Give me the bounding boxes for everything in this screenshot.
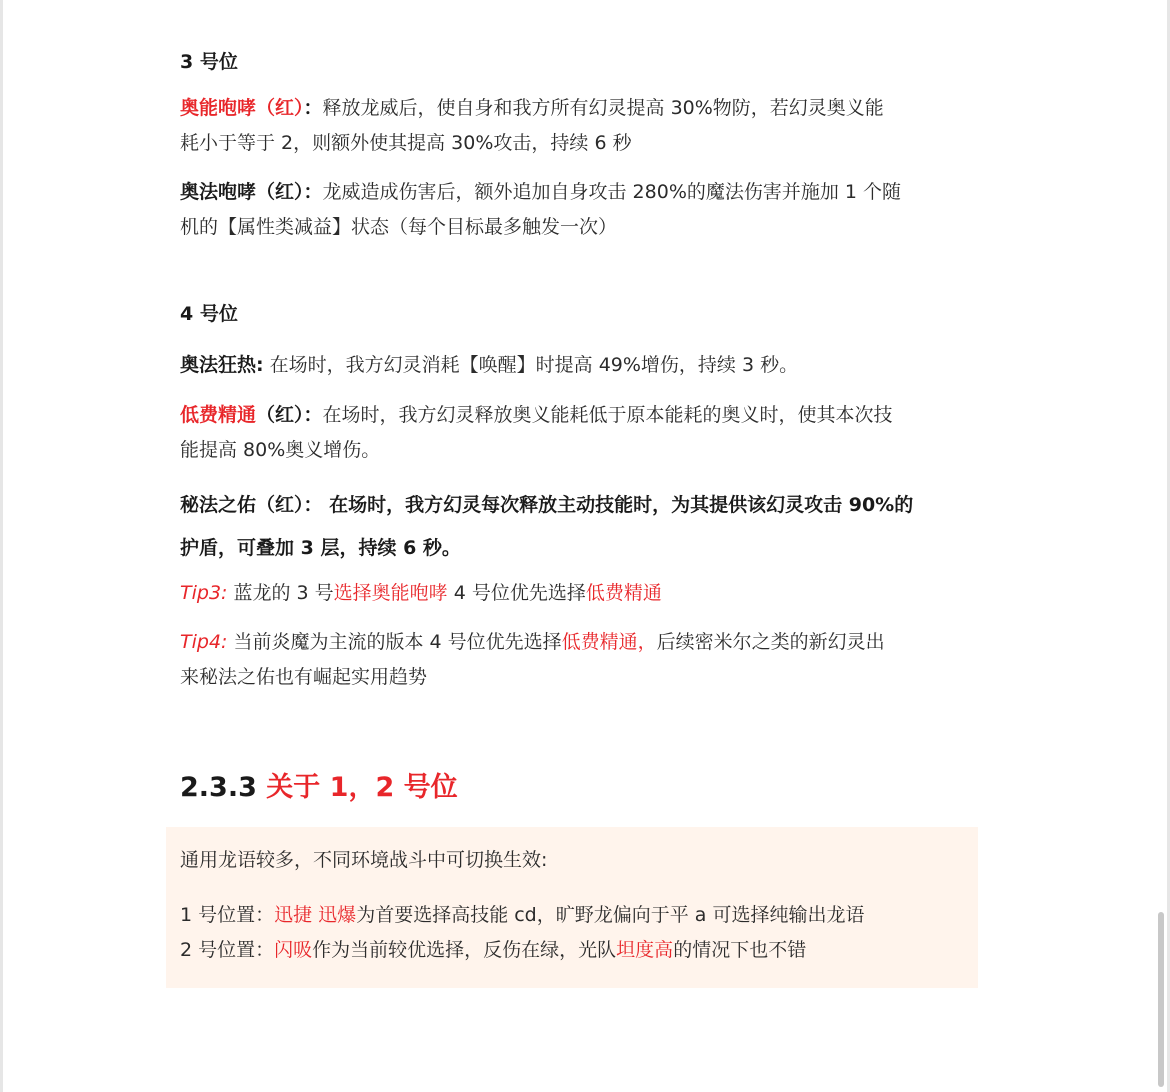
tip4: [180, 625, 1000, 695]
skill-mifa-zhiyou: [180, 484, 1000, 570]
callout-line-position-1: [180, 898, 864, 933]
tip-text: 当前炎魔为主流的版本 4 号位优先选择: [227, 631, 562, 653]
tip-highlight: 选择奥能咆哮: [333, 582, 448, 604]
section-number: 2.3.3: [180, 772, 257, 803]
skill-desc: 龙威造成伤害后，额外追加自身攻击 280%的魔法伤害并施加 1 个随: [322, 181, 902, 203]
tip-text: 后续密米尔之类的新幻灵出: [656, 631, 885, 653]
skill-desc-cont: 护盾，可叠加 3 层，持续 6 秒。: [180, 537, 461, 559]
section-4-heading: [180, 297, 1000, 332]
skill-suffix: （红）：: [256, 404, 323, 426]
tip-highlight: 低费精通，: [561, 631, 657, 653]
section-3-heading: [180, 45, 1000, 80]
callout-box: [166, 827, 978, 988]
skill-name: 低费精通: [180, 404, 257, 426]
vertical-scrollbar[interactable]: [1158, 912, 1164, 1087]
tip-text-cont: 来秘法之佑也有崛起实用趋势: [180, 666, 428, 688]
skill-name: 奥法狂热:: [180, 354, 264, 376]
line-label: 2 号位置：: [180, 939, 275, 961]
tip3: [180, 576, 1000, 611]
skill-desc: 在场时，我方幻灵释放奥义能耗低于原本能耗的奥义时，使其本次技: [322, 404, 893, 426]
skill-difei-jingtong: [180, 398, 1000, 468]
callout-intro: 通用龙语较多，不同环境战斗中可切换生效:: [180, 849, 548, 871]
tip-label: Tip4:: [180, 631, 228, 653]
skill-aofa-kuangre: [180, 348, 1000, 383]
line-text: 为首要选择高技能 cd，旷野龙偏向于平 a 可选择纯输出龙语: [356, 904, 865, 926]
skill-desc: 在场时，我方幻灵每次释放主动技能时，为其提供该幻灵攻击 90%的: [322, 494, 914, 516]
skill-desc-cont: 耗小于等于 2，则额外使其提高 30%攻击，持续 6 秒: [180, 132, 632, 154]
skill-name: 奥法咆哮（红）：: [180, 181, 323, 203]
line-highlight: 闪吸: [274, 939, 313, 961]
position-3-heading: 3 号位: [180, 51, 238, 73]
skill-aoneng-paoxiao: [180, 91, 1000, 161]
section-233-heading: [180, 766, 1000, 810]
line-text: 的情况下也不错: [673, 939, 807, 961]
tip-label: Tip3:: [180, 582, 228, 604]
line-text: 作为当前较优选择，反伤在绿，光队: [312, 939, 617, 961]
tip-highlight: 低费精通: [585, 582, 662, 604]
skill-desc-cont: 机的【属性类减益】状态（每个目标最多触发一次）: [180, 216, 618, 238]
tip-text: 蓝龙的 3 号: [227, 582, 334, 604]
skill-desc: 在场时，我方幻灵消耗【唤醒】时提高 49%增伤，持续 3 秒。: [263, 354, 799, 376]
page-edge-left: [0, 0, 3, 1092]
skill-name: 秘法之佑（红）：: [180, 494, 323, 516]
position-4-heading: 4 号位: [180, 303, 238, 325]
colon: ：: [303, 97, 323, 119]
tip-text: 4 号位优先选择: [447, 582, 586, 604]
skill-desc: 释放龙威后，使自身和我方所有幻灵提高 30%物防，若幻灵奥义能: [322, 97, 884, 119]
line-highlight: 迅捷 迅爆: [274, 904, 357, 926]
line-label: 1 号位置：: [180, 904, 275, 926]
skill-name: 奥能咆哮（红）: [180, 97, 304, 119]
line-highlight: 坦度高: [616, 939, 674, 961]
skill-desc-cont: 能提高 80%奥义增伤。: [180, 439, 381, 461]
callout-line-position-2: [180, 933, 806, 968]
skill-aofa-paoxiao: [180, 175, 1000, 245]
section-title: 关于 1，2 号位: [266, 772, 458, 803]
